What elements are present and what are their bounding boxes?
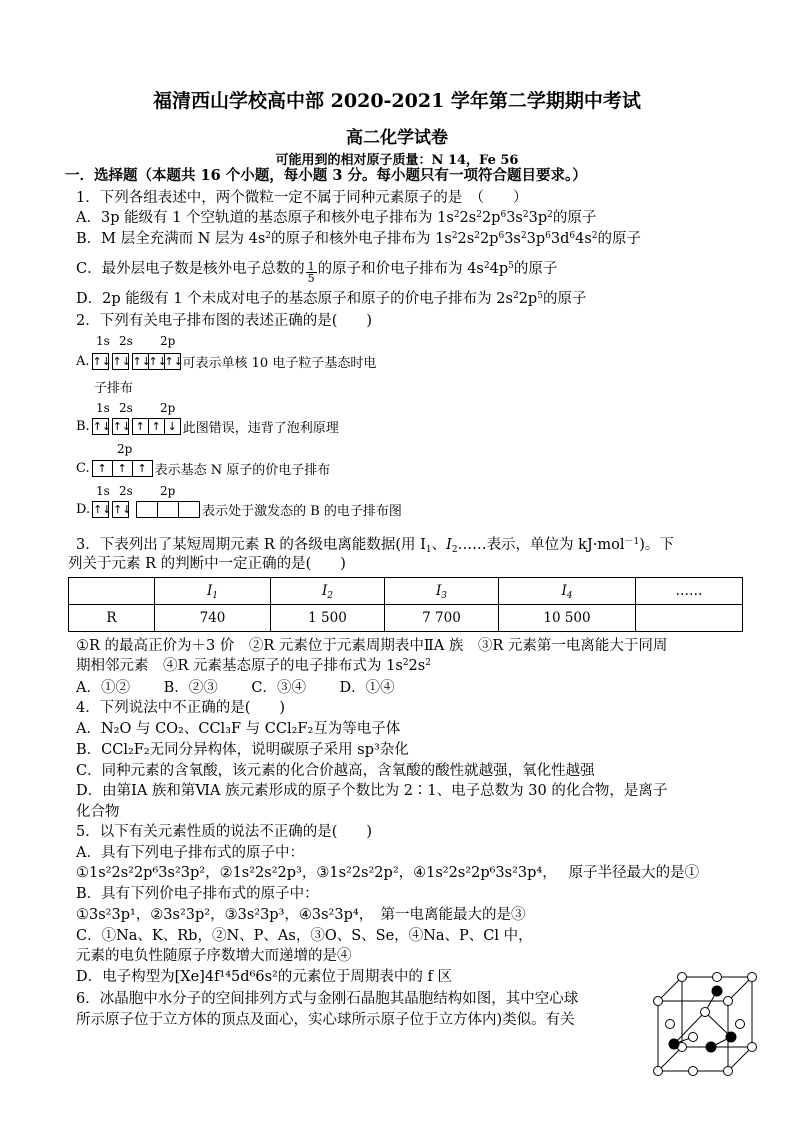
q4-option-a: A．N₂O 与 CO₂、CCl₃F 与 CCl₂F₂互为等电子体 xyxy=(76,721,401,737)
q4-option-d-cont: 化合物 xyxy=(76,804,120,820)
atomic-mass-note: 可能用到的相对原子质量：N 14，Fe 56 xyxy=(275,153,519,168)
q5-option-c-cont: 元素的电负性随原子序数增大而递增的是④ xyxy=(76,948,352,964)
ice-crystal-cell-figure xyxy=(644,971,759,1086)
label-1s: 1s xyxy=(96,334,110,348)
q5-stem: 5．以下有关元素性质的说法不正确的是( ) xyxy=(76,824,373,840)
option-letter: D. xyxy=(76,501,91,517)
table-cell: R xyxy=(69,605,155,632)
q2-option-d xyxy=(76,499,402,519)
label-1s: 1s xyxy=(96,401,110,415)
q1-stem: 1．下列各组表述中，两个微粒一定不属于同种元素原子的是 （ ） xyxy=(76,190,528,206)
q4-option-c: C．同种元素的含氧酸，该元素的化合价越高，含氧酸的酸性就越强，氧化性越强 xyxy=(76,763,595,779)
q1-option-a: A．3p 能级有 1 个空轨道的基态原子和核外电子排布为 $1s^22s^22p^63s^23p^2$的原子 xyxy=(76,210,597,226)
label-2p: 2p xyxy=(160,401,176,415)
table-header-cell xyxy=(69,578,155,605)
label-1s: 1s xyxy=(96,484,110,498)
table-cell xyxy=(636,605,743,632)
table-header-cell: $I_4$ xyxy=(499,578,636,605)
q1-option-c: C．最外层电子数是核外电子总数的 $\frac{1}{5}$ 的原子和价电子排布为 $4s^24p^5$的原子 xyxy=(76,260,558,285)
label-2p: 2p xyxy=(117,442,133,456)
fraction: $\frac{1}{5}$ xyxy=(307,260,315,285)
label-2p: 2p xyxy=(160,484,176,498)
q3-options-line1: ①R 的最高正价为＋3 价 ②R 元素位于元素周期表中ⅡA 族 ③R 元素第一电离能大于同周 xyxy=(76,638,668,654)
table-header-row xyxy=(69,578,743,605)
label-2s: 2s xyxy=(119,484,133,498)
orbital-box: ↑↓ xyxy=(112,354,131,368)
q3-choices: A．①② B．②③ C．③④ D．①④ xyxy=(76,680,395,696)
table-header-cell: $I_2$ xyxy=(271,578,385,605)
q1-option-d: D．2p 能级有 1 个未成对电子的基态原子和原子的价电子排布为 $2s^22p^5$的原子 xyxy=(76,291,587,307)
orbital-box: ↑ xyxy=(92,460,113,477)
option-letter: A. xyxy=(76,353,90,369)
option-text: 此图错误，违背了泡利原理 xyxy=(182,420,339,436)
orbital-box: ↑ xyxy=(148,418,165,435)
label-2p: 2p xyxy=(160,334,176,348)
table-header-cell: …… xyxy=(636,578,743,605)
q5-option-d: D．电子构型为[Xe]4f¹⁴5d⁶6s²的元素位于周期表中的 f 区 xyxy=(76,969,452,985)
exam-subtitle: 高二化学试卷 xyxy=(346,128,448,148)
table-header-cell: $I_3$ xyxy=(385,578,499,605)
orbital-box: ↑↓ xyxy=(92,354,111,368)
q2-option-c xyxy=(76,458,330,478)
option-text: 表示基态 N 原子的价电子排布 xyxy=(154,462,331,478)
q3-stem-cont: 列关于元素 R 的判断中一定正确的是( ) xyxy=(68,556,346,572)
q5-option-c: C．①Na、K、Rb，②N、P、As，③O、S、Se，④Na、P、Cl 中， xyxy=(76,928,533,944)
q6-line1: 6．冰晶胞中水分子的空间排列方式与金刚石晶胞其晶胞结构如图，其中空心球 xyxy=(76,991,579,1007)
orbital-box: ↑↓ xyxy=(113,502,132,516)
orbital-box: ↑↓ xyxy=(93,502,112,516)
orbital-box: ↑ xyxy=(112,460,133,477)
orbital-box: ↑↓ xyxy=(112,419,132,433)
orbital-box: ↓ xyxy=(164,418,181,435)
orbital-box: ↑↓ xyxy=(164,354,183,368)
q3-options-line2: 期相邻元素 ④R 元素基态原子的电子排布式为 $1s^22s^2$ xyxy=(76,658,431,674)
q4-option-b: B．CCl₂F₂无同分异构体，说明碳原子采用 sp³杂化 xyxy=(76,742,409,758)
orbital-box: ↑ xyxy=(132,460,153,477)
q2-option-b xyxy=(76,416,339,436)
orbital-box: ↑ xyxy=(132,418,149,435)
orbital-box: ↑↓ xyxy=(132,354,151,368)
q2-option-a xyxy=(76,351,376,371)
q5-option-b-list: ①3s²3p¹，②3s²3p²，③3s²3p³，④3s²3p⁴， 第一电离能最大的是③ xyxy=(76,907,526,923)
q1-option-b: B．M 层全充满而 N 层为 $4s^2$的原子和核外电子排布为 $1s^22s^22p^63s^23p^63d^64s^2$的原子 xyxy=(76,231,642,247)
option-letter: B. xyxy=(76,418,90,434)
orbital-box xyxy=(157,501,179,518)
exam-title: 福清西山学校高中部 2020-2021 学年第二学期期中考试 xyxy=(153,90,641,112)
q4-stem: 4．下列说法中不正确的是( ) xyxy=(76,700,286,716)
orbital-box: ↑↓ xyxy=(92,419,112,433)
option-letter: C. xyxy=(76,460,90,476)
ionization-energy-table xyxy=(68,577,743,632)
table-cell: 10 500 xyxy=(499,605,636,632)
table-row xyxy=(69,605,743,632)
q3-stem: 3．下表列出了某短周期元素 R 的各级电离能数据(用 $I_1$、$I_2\dots\dots$表示，单位为 kJ·mol$^{-1}$)。下 xyxy=(76,537,674,555)
label-2s: 2s xyxy=(119,401,133,415)
table-header-cell: $I_1$ xyxy=(155,578,271,605)
option-text: 可表示单核 10 电子粒子基态时电 xyxy=(182,355,377,371)
orbital-box: ↑↓ xyxy=(148,354,167,368)
q5-option-b: B．具有下列价电子排布式的原子中： xyxy=(76,886,319,902)
q6-line2: 所示原子位于立方体的顶点及面心，实心球所示原子位于立方体内)类似。有关 xyxy=(76,1012,575,1028)
section-heading: 一．选择题（本题共 16 个小题，每小题 3 分。每小题只有一项符合题目要求。） xyxy=(65,167,587,184)
table-cell: 740 xyxy=(155,605,271,632)
q5-option-a-list: ①1s²2s²2p⁶3s²3p²，②1s²2s²2p³，③1s²2s²2p²，④1s²2s²2p⁶3s²3p⁴， 原子半径最大的是① xyxy=(76,865,700,881)
orbital-box xyxy=(136,501,158,518)
table-cell: 7 700 xyxy=(385,605,499,632)
q4-option-d: D．由第ⅠA 族和第ⅥA 族元素形成的原子个数比为 2∶1、电子总数为 30 的化合物，是离子 xyxy=(76,783,668,799)
q5-option-a: A．具有下列电子排布式的原子中： xyxy=(76,845,304,861)
q2-stem: 2．下列有关电子排布图的表述正确的是( ) xyxy=(76,313,373,329)
orbital-box xyxy=(178,501,200,518)
table-cell: 1 500 xyxy=(271,605,385,632)
option-text: 表示处于激发态的 B 的电子排布图 xyxy=(202,503,402,519)
label-2s: 2s xyxy=(119,334,133,348)
q2-option-a-cont: 子排布 xyxy=(94,380,134,396)
